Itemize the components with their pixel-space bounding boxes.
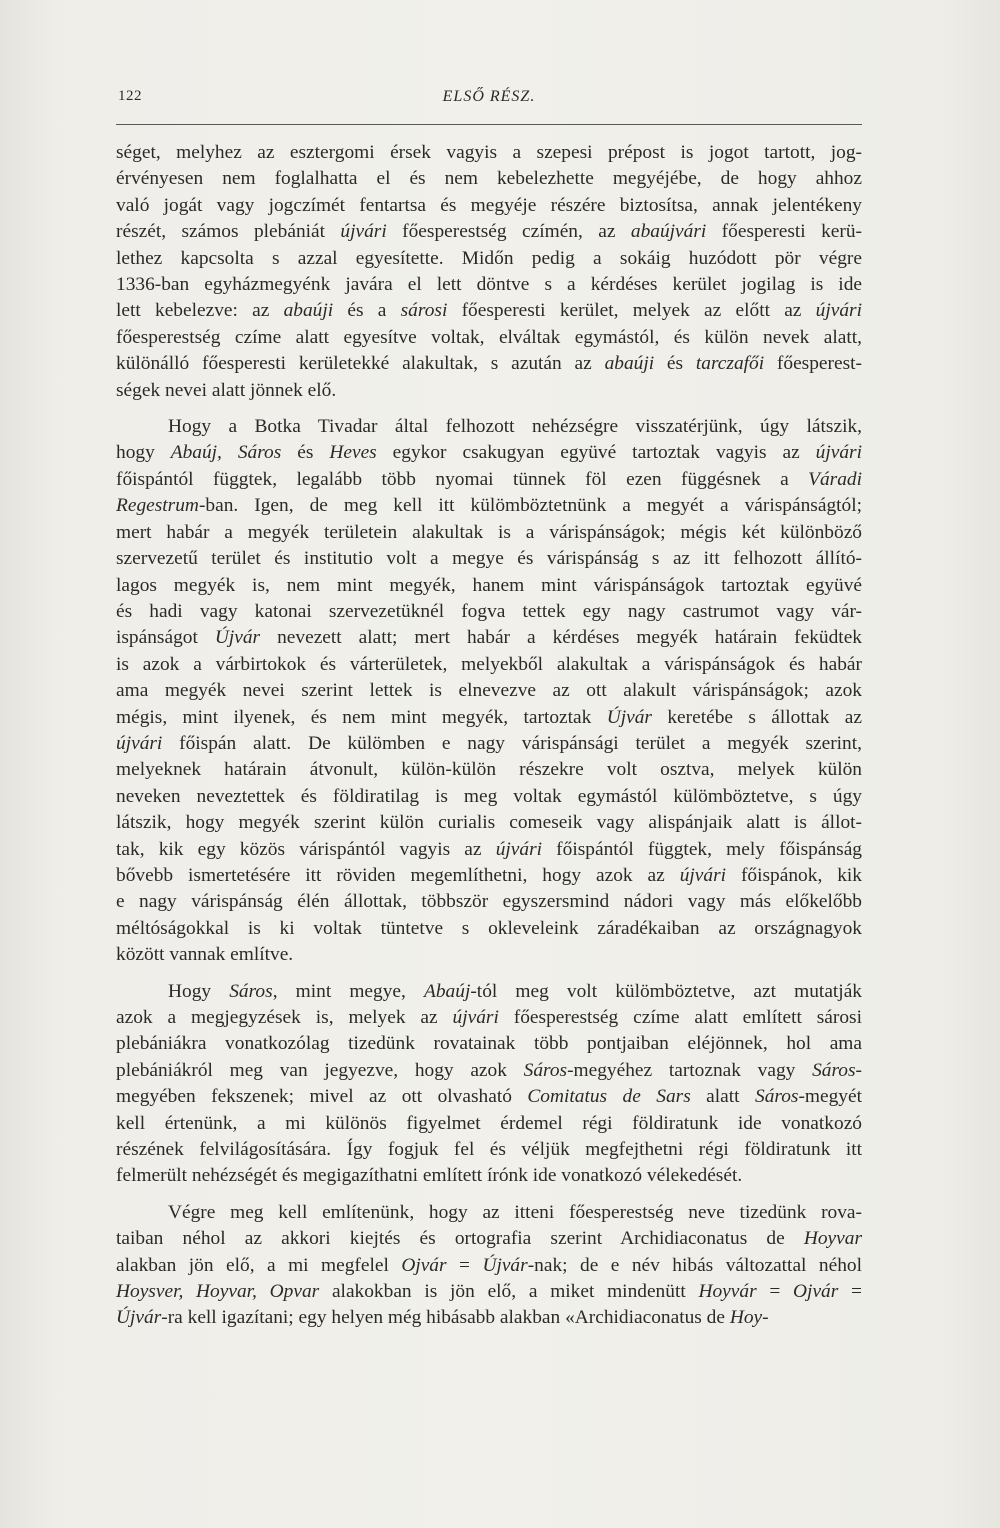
text-line (116, 889, 862, 915)
text-run: való jogát vagy jogczímét fentartsa és megyéje részére biztosítsa, annak jelentékeny (116, 194, 862, 216)
text-run: ama megyék nevei szerint lettek is elnevezve az ott alakult várispánságok; azok (116, 680, 862, 702)
text-run: és (281, 442, 330, 464)
italic-run: Újvár (482, 1254, 528, 1276)
text-line (116, 625, 862, 651)
text-line (116, 573, 862, 599)
italic-run: Ojvár (793, 1281, 839, 1303)
text-line (116, 942, 862, 968)
text-line (116, 731, 862, 757)
italic-run: Sáros (229, 980, 273, 1002)
text-run: és a (333, 300, 401, 322)
text-run: főesperest- (764, 353, 862, 375)
text-run: alatt (690, 1086, 755, 1108)
text-line (116, 1137, 862, 1163)
text-run: látszik, hogy megyék szerint külön curialis comeseik vagy alispánjaik alatt is állot- (116, 812, 862, 834)
text-line (116, 652, 862, 678)
text-run: és hadi vagy katonai szervezetüknél fogva tettek egy nagy castrumot vagy vár- (116, 600, 862, 622)
text-run: = (446, 1254, 483, 1276)
text-run: mégis, mint ilyenek, és nem mint megyék, tartoztak (116, 706, 607, 728)
text-run: nevezett alatt; mert habár a kérdéses megyék határain feküdtek (260, 627, 862, 649)
italic-run: Sáros- (812, 1059, 862, 1081)
paragraph (116, 140, 862, 404)
text-run: lagos megyék is, nem mint megyék, hanem mint várispánságok tartoztak együvé (116, 574, 862, 596)
text-run: bővebb ismertetésére itt röviden megemlíthetni, hogy azok az (116, 864, 680, 886)
text-run: alakokban is jön elő, a miket mindenütt (319, 1281, 699, 1303)
italic-run: Újvár (116, 1307, 162, 1329)
text-run: plebániákra vonatkozólag tizedünk rovatainak több pontjaiban eléjönnek, hol ama (116, 1033, 862, 1055)
text-line (116, 520, 862, 546)
text-line (116, 325, 862, 351)
text-line (116, 837, 862, 863)
italic-run: Hoyvar (803, 1228, 862, 1250)
text-run: részének felvilágosítására. Így fogjuk fel és véljük megfejthetni régi földiratunk itt (116, 1139, 862, 1161)
text-run: lethez kapcsolta s azzal egyesítette. Midőn pedig a sokáig huzódott pör végre (116, 247, 862, 269)
italic-run: Hoyvár (698, 1281, 757, 1303)
text-run: plebániákról meg van jegyezve, hogy azok (116, 1059, 524, 1081)
text-line (116, 1084, 862, 1110)
text-line (116, 863, 862, 889)
text-line (116, 705, 862, 731)
text-run: főispán alatt. De külömben e nagy várispánsági terület a megyék szerint, (162, 732, 862, 754)
italic-run: Újvár (214, 627, 261, 649)
text-line (116, 1279, 862, 1305)
text-run: felmerült nehézségét és megigazíthatni említett írónk ide vonatkozó vélekedését. (116, 1165, 743, 1187)
text-run: -tól meg volt külömböztetve, azt mutatják (470, 980, 862, 1002)
italic-run: tarczafői (695, 353, 765, 375)
italic-run: Hoysver, Hoyvar, Opvar (116, 1281, 320, 1303)
text-line (116, 219, 862, 245)
text-line (116, 979, 862, 1005)
text-run: érvényesen nem foglalhatta el és nem kebelezhette megyéjébe, de hogy ahhoz (116, 168, 862, 190)
italic-run: újvári (340, 221, 387, 243)
text-line (116, 1200, 862, 1226)
text-run: is azok a várbirtokok és várterületek, melyekből alakultak a várispánságok és habár (116, 653, 862, 675)
text-run: főesperestség czímén, az (386, 221, 631, 243)
text-run: e nagy várispánság élén állottak, többször egyszersmind nádori vagy más előkelőbb (116, 891, 862, 913)
header-rule (116, 124, 862, 125)
text-run: részét, számos plebániát (116, 221, 341, 243)
text-line (116, 351, 862, 377)
text-run: -nak; de e név hibás változattal néhol (527, 1254, 862, 1276)
text-run: megyében fekszenek; mivel az ott olvasható (116, 1086, 528, 1108)
italic-run: abaújvári (630, 221, 707, 243)
italic-run: abaúji (604, 353, 655, 375)
text-run: -ra kell igazítani; egy helyen még hibásabb alakban «Archidiaconatus de (161, 1307, 730, 1329)
text-run: főispántól függtek, mely főispánság (542, 838, 862, 860)
italic-run: újvári (116, 732, 163, 754)
italic-run: Sáros (755, 1086, 799, 1108)
italic-run: Abaúj, Sáros (170, 442, 282, 464)
italic-run: Comitatus de Sars (527, 1086, 691, 1108)
text-line (116, 1058, 862, 1084)
text-line (116, 757, 862, 783)
text-line (116, 166, 862, 192)
text-line (116, 599, 862, 625)
body-text (116, 140, 862, 1332)
text-line (116, 1005, 862, 1031)
page-number: 122 (118, 88, 142, 104)
text-run: ispánságot (116, 627, 215, 649)
text-run: főispánok, kik (726, 864, 863, 886)
text-line (116, 1226, 862, 1252)
text-run: főesperestség czíme alatt egyesítve voltak, elváltak egymástól, és külön nevek alatt, (116, 326, 862, 348)
italic-run: Hoy- (729, 1307, 769, 1329)
paragraph (116, 979, 862, 1190)
text-run: főispántól függtek, legalább több nyomai tünnek föl ezen függésnek a (116, 468, 809, 490)
text-run: között vannak említve. (116, 944, 294, 966)
text-run: taiban néhol az akkori kiejtés és ortografia szerint Archidiaconatus de (116, 1228, 804, 1250)
italic-run: Abaúj (424, 980, 471, 1002)
text-run: kell értenünk, a mi különös figyelmet érdemel régi földiratunk ide vonatkozó (116, 1112, 862, 1134)
text-line (116, 378, 862, 404)
paragraph-gap (116, 404, 862, 414)
text-run: Hogy a Botka Tivadar által felhozott nehézségre visszatérjünk, úgy látszik, (168, 416, 862, 438)
italic-run: újvári (452, 1007, 499, 1028)
text-run: melyeknek határain átvonult, külön-külön részekre volt osztva, melyek külön (116, 759, 862, 781)
text-run: -megyéhez tartoznak vagy (567, 1059, 813, 1081)
italic-run: sárosi (400, 300, 448, 322)
text-run: -ban. Igen, de meg kell itt külömböztetnünk a megyét a várispánságtól; (198, 495, 862, 517)
text-run: keretébe s állottak az (651, 706, 863, 728)
italic-run: újvári (815, 300, 862, 322)
paragraph-gap (116, 969, 862, 979)
text-run: lett kebelezve: az (116, 300, 284, 322)
text-line (116, 1163, 862, 1189)
text-line (116, 678, 862, 704)
text-run: főesperestség czíme alatt említett sárosi (498, 1007, 862, 1028)
text-run: Hogy (168, 980, 230, 1002)
italic-run: Sáros (523, 1059, 568, 1081)
text-line (116, 246, 862, 272)
text-run: szervezetű terület és institutio volt a megye és várispánság s az itt felhozott állító- (116, 548, 862, 570)
italic-run: újvári (495, 838, 543, 860)
text-run: hogy (116, 442, 171, 464)
text-run: -megyét (798, 1086, 862, 1108)
italic-run: Regestrum (116, 495, 199, 517)
text-line (116, 193, 862, 219)
text-run: séget, melyhez az esztergomi érsek vagyis a szepesi prépost is jogot tartott, jog- (116, 142, 862, 163)
text-run: = (838, 1281, 862, 1303)
text-line (116, 414, 862, 440)
text-run: méltóságokkal is ki voltak tüntetve s okleveleink záradékaiban az országnagyok (116, 917, 862, 939)
text-run: főesperesti kerü- (706, 221, 862, 243)
text-line (116, 298, 862, 324)
text-run: 1336-ban egyházmegyénk javára el lett döntve s a kérdéses kerület jogilag is ide (116, 274, 862, 296)
text-line (116, 1253, 862, 1279)
text-run: = (756, 1281, 794, 1303)
text-run: mert habár a megyék területein alakultak is a várispánságok; mégis két különböző (116, 521, 862, 543)
text-line (116, 467, 862, 493)
italic-run: Ojvár (401, 1254, 447, 1276)
text-run: különálló főesperesti kerületekké alakultak, s azután az (116, 353, 605, 375)
text-run: főesperesti kerület, melyek az előtt az (447, 300, 816, 322)
text-run: , mint megye, (272, 980, 425, 1002)
page-header (118, 84, 860, 114)
text-line (116, 493, 862, 519)
text-run: azok a megjegyzések is, melyek az (116, 1007, 453, 1028)
text-line (116, 916, 862, 942)
text-line (116, 1305, 862, 1331)
italic-run: újvári (815, 442, 862, 464)
text-line (116, 1111, 862, 1137)
text-line (116, 440, 862, 466)
italic-run: Heves (329, 442, 377, 464)
text-line (116, 140, 862, 166)
text-line (116, 546, 862, 572)
italic-run: abaúji (283, 300, 334, 322)
text-run: Végre meg kell említenünk, hogy az itteni főesperestség neve tizedünk rova- (168, 1201, 862, 1223)
text-run: ségek nevei alatt jönnek elő. (116, 379, 337, 401)
italic-run: Váradi (808, 468, 862, 490)
italic-run: Újvár (606, 706, 652, 728)
text-line (116, 1031, 862, 1057)
text-run: neveken neveztettek és földiratilag is meg voltak egymástól külömböztetve, s úgy (116, 785, 862, 807)
paragraph (116, 1200, 862, 1332)
text-line (116, 272, 862, 298)
text-run: tak, kik egy közös várispántól vagyis az (116, 838, 496, 860)
text-run: alakban jön elő, a mi megfelel (116, 1254, 402, 1276)
running-title: ELSŐ RÉSZ. (442, 88, 536, 105)
paragraph-gap (116, 1190, 862, 1200)
text-line (116, 810, 862, 836)
text-run: és (654, 353, 696, 375)
paragraph (116, 414, 862, 969)
text-run: egykor csakugyan együvé tartoztak vagyis az (376, 442, 816, 464)
italic-run: újvári (679, 864, 727, 886)
text-line (116, 784, 862, 810)
